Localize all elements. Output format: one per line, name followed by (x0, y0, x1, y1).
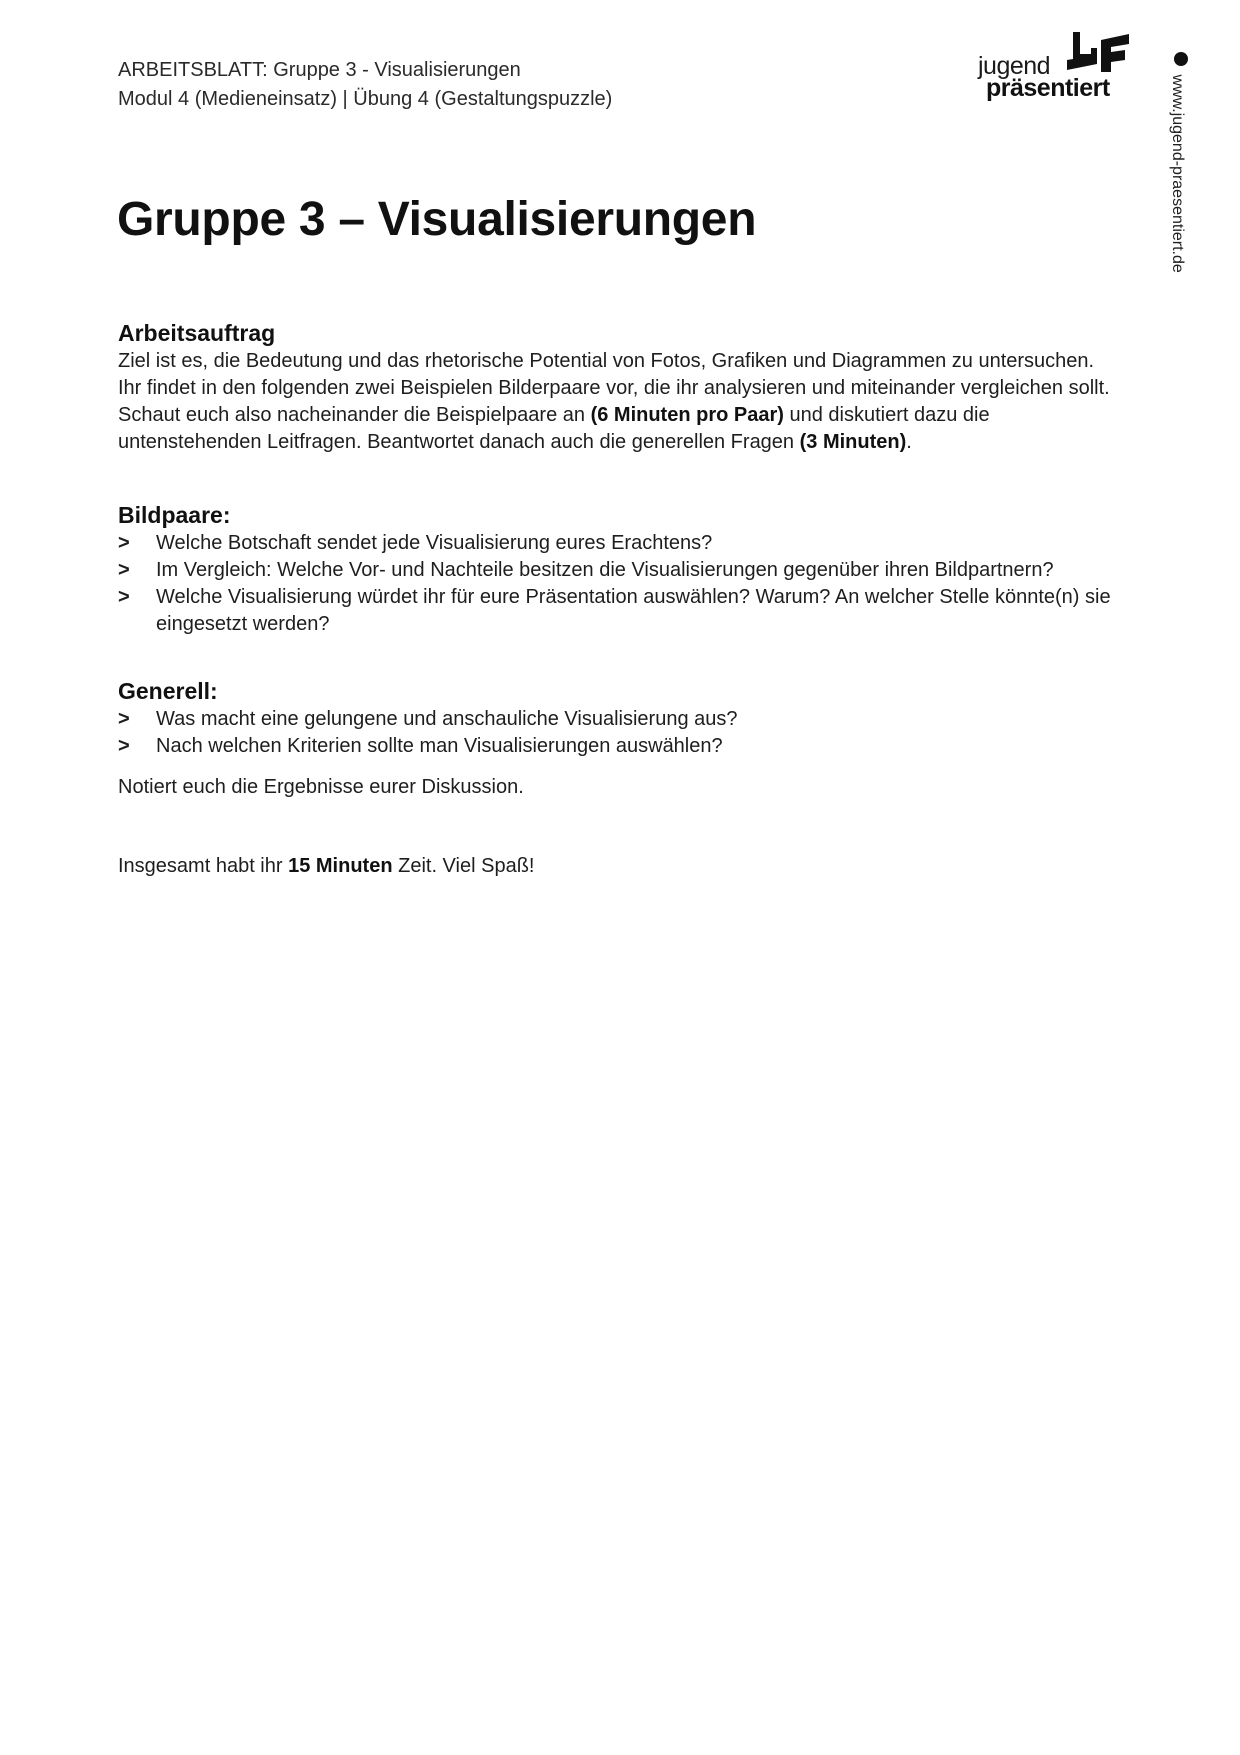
website-url-text: www.jugend-praesentiert.de (1169, 74, 1186, 273)
brand-mark-icon (1065, 30, 1131, 74)
generell-heading: Generell: (118, 678, 218, 704)
bullet-arrow-icon: > (118, 708, 130, 730)
document-header (118, 56, 612, 114)
page-title: Gruppe 3 – Visualisierungen (117, 193, 757, 246)
final-text-1: Insgesamt habt ihr (118, 855, 289, 877)
brand-logo (978, 30, 1133, 105)
header-line-2: Modul 4 (Medieneinsatz) | Übung 4 (Gestaltungspuzzle) (118, 88, 613, 110)
globe-icon (1174, 52, 1188, 66)
list-item (118, 584, 1118, 638)
list-item-text: Welche Botschaft sendet jede Visualisierung eures Erachtens? (156, 532, 713, 554)
bildpaare-list (118, 530, 1118, 638)
arbeitsauftrag-paragraph (118, 348, 1118, 456)
bullet-arrow-icon: > (118, 735, 130, 757)
arbeitsauftrag-bold-2: (3 Minuten) (799, 431, 907, 453)
arbeitsauftrag-bold-1: (6 Minuten pro Paar) (590, 404, 784, 426)
list-item (118, 530, 1118, 557)
arbeitsauftrag-text-3: . (906, 431, 912, 453)
section-arbeitsauftrag (118, 318, 1118, 456)
bullet-arrow-icon: > (118, 532, 130, 554)
header-line-1: ARBEITSBLATT: Gruppe 3 - Visualisierungen (118, 59, 521, 81)
list-item (118, 733, 1118, 760)
arbeitsauftrag-heading: Arbeitsauftrag (118, 320, 276, 346)
list-item-text: Nach welchen Kriterien sollte man Visualisierungen auswählen? (156, 735, 723, 757)
list-item-text: Im Vergleich: Welche Vor- und Nachteile besitzen die Visualisierungen gegenüber ihren Bildpartnern? (156, 559, 1054, 581)
logo-word-praesentiert: präsentiert (986, 74, 1110, 102)
section-generell (118, 676, 1118, 760)
bullet-arrow-icon: > (118, 586, 130, 608)
arbeitsauftrag-text-1: Ziel ist es, die Bedeutung und das rhetorische Potential von Fotos, Grafiken und Diagrammen zu untersuchen. Ihr findet in den folgenden zwei Beispielen Bilderpaare vor, die ihr analysieren und miteinander vergleichen sollt. Schaut euch also nacheinander die Beispielpaare an (118, 350, 1110, 426)
note-text: Notiert euch die Ergebnisse eurer Diskussion. (118, 776, 524, 798)
list-item-text: Welche Visualisierung würdet ihr für eure Präsentation auswählen? Warum? An welcher Stelle könnte(n) sie eingesetzt werden? (156, 586, 1111, 635)
arbeitsauftrag-text-2: und diskutiert dazu die untenstehenden Leitfragen. Beantwortet danach auch die generellen Fragen (118, 404, 990, 453)
list-item (118, 557, 1118, 584)
bildpaare-heading: Bildpaare: (118, 502, 231, 528)
list-item (118, 706, 1118, 733)
worksheet-body (118, 318, 1118, 880)
logo-word-jugend: jugend (978, 52, 1051, 80)
final-text-2: Zeit. Viel Spaß! (392, 855, 535, 877)
final-text (118, 853, 1118, 880)
final-bold-time: 15 Minuten (288, 855, 393, 877)
section-bildpaare (118, 500, 1118, 638)
bullet-arrow-icon: > (118, 559, 130, 581)
side-website-url (1168, 52, 1188, 273)
list-item-text: Was macht eine gelungene und anschauliche Visualisierung aus? (156, 708, 738, 730)
generell-list (118, 706, 1118, 760)
